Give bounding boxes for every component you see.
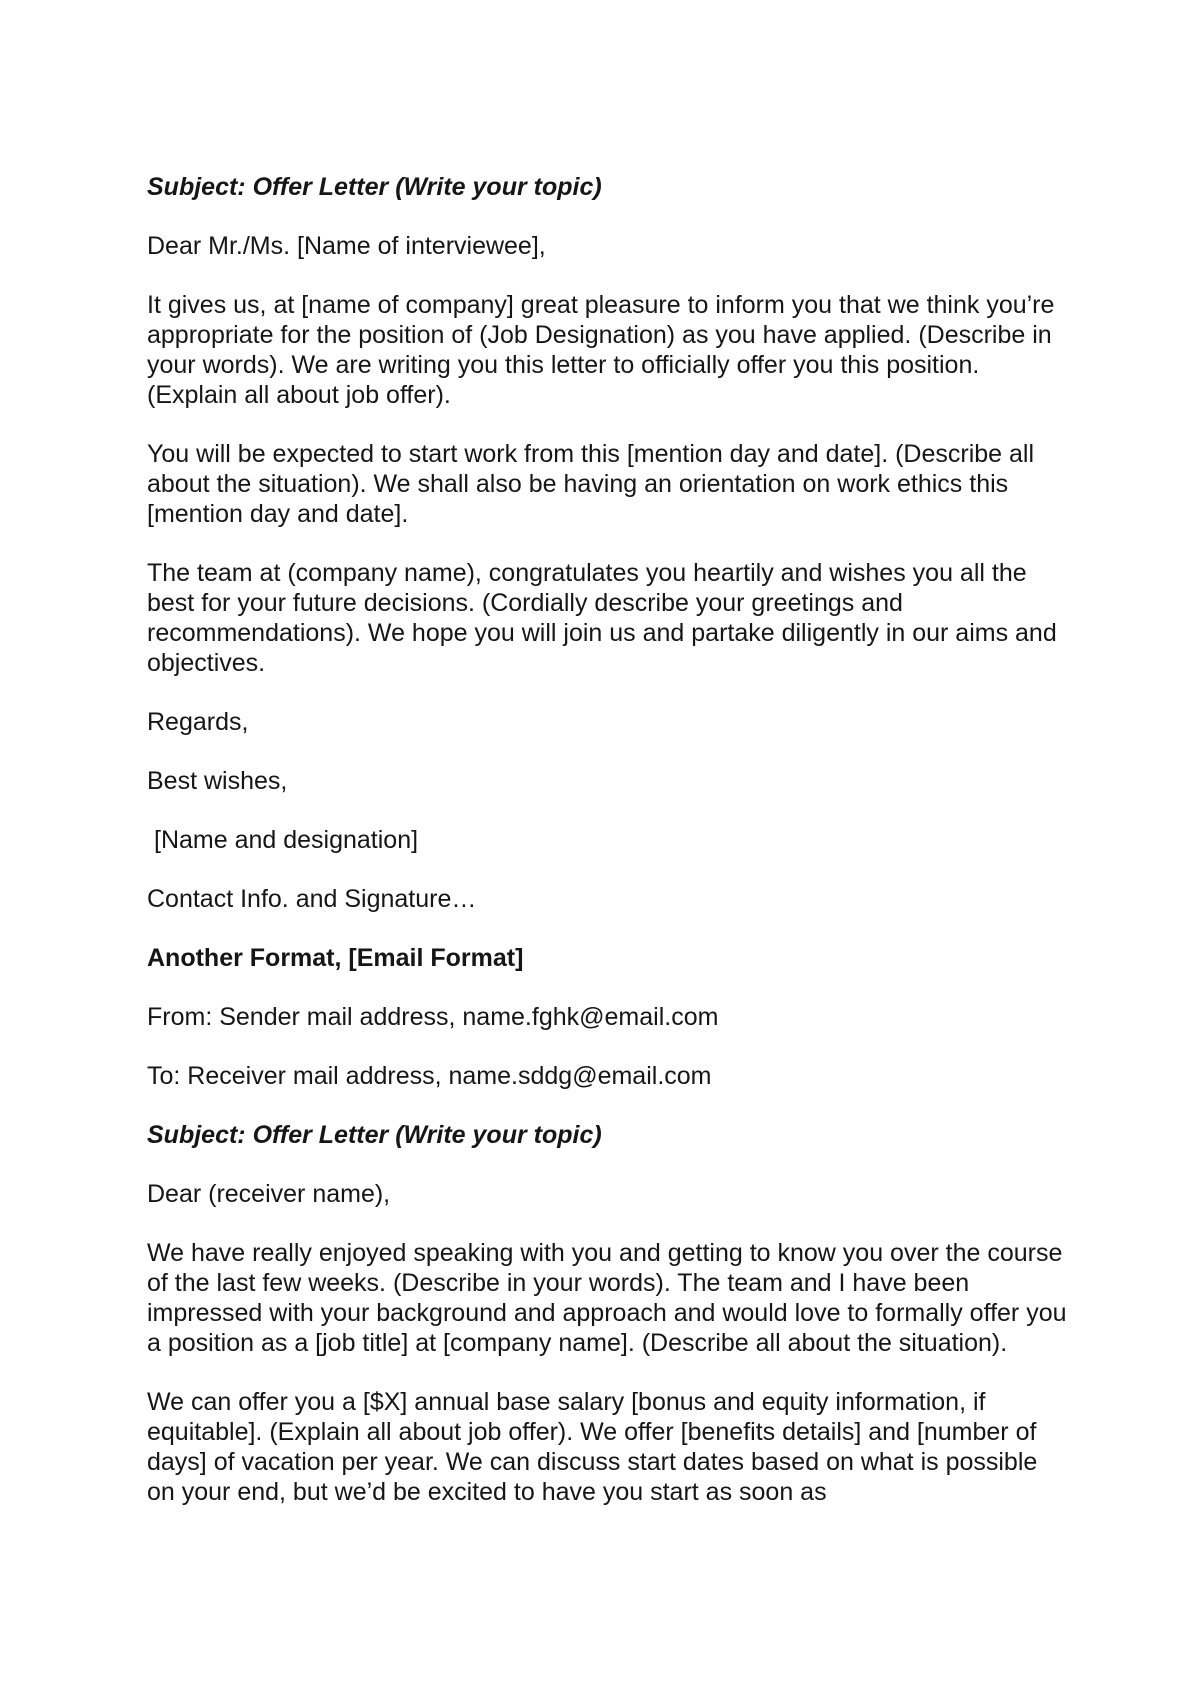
letter-name-designation: [Name and designation] [154, 826, 419, 854]
email-from-line: From: Sender mail address, name.fghk@email.com [147, 1003, 719, 1031]
letter-salutation: Dear Mr./Ms. [Name of interviewee], [147, 232, 546, 260]
letter-paragraph-1: It gives us, at [name of company] great pleasure to inform you that we think you’re appropriate for the position of (Job Designation) as you have applied. (Describe in your words). We are writing you this letter to officially offer you this position. (Explain all about job offer). [147, 291, 1055, 409]
email-salutation: Dear (receiver name), [147, 1180, 391, 1208]
email-format-heading: Another Format, [Email Format] [147, 944, 524, 972]
email-paragraph-1: We have really enjoyed speaking with you and getting to know you over the course of the last few weeks. (Describe in your words). The team and I have been impressed with your background and approach and would love to formally offer you a position as a [job title] at [company name]. (Describe all about the situation). [147, 1239, 1067, 1357]
letter-contact-signature: Contact Info. and Signature… [147, 885, 477, 913]
letter-subject: Subject: Offer Letter (Write your topic) [147, 173, 602, 201]
email-subject: Subject: Offer Letter (Write your topic) [147, 1121, 602, 1149]
email-to-line: To: Receiver mail address, name.sddg@email.com [147, 1062, 712, 1090]
document-body [147, 172, 1067, 1536]
letter-paragraph-3: The team at (company name), congratulates you heartily and wishes you all the best for your future decisions. (Cordially describe your greetings and recommendations). We hope you will join us and partake diligently in our aims and objectives. [147, 559, 1057, 677]
letter-closing-best-wishes: Best wishes, [147, 767, 288, 795]
letter-paragraph-2: You will be expected to start work from this [mention day and date]. (Describe all about the situation). We shall also be having an orientation on work ethics this [mention day and date]. [147, 440, 1035, 528]
letter-closing-regards: Regards, [147, 708, 249, 736]
email-paragraph-2: We can offer you a [$X] annual base salary [bonus and equity information, if equitable]. (Explain all about job offer). We offer [benefits details] and [number of days] of vacation per year. We can discuss start dates based on what is possible on your end, but we’d be excited to have you start as soon as [147, 1388, 1038, 1506]
